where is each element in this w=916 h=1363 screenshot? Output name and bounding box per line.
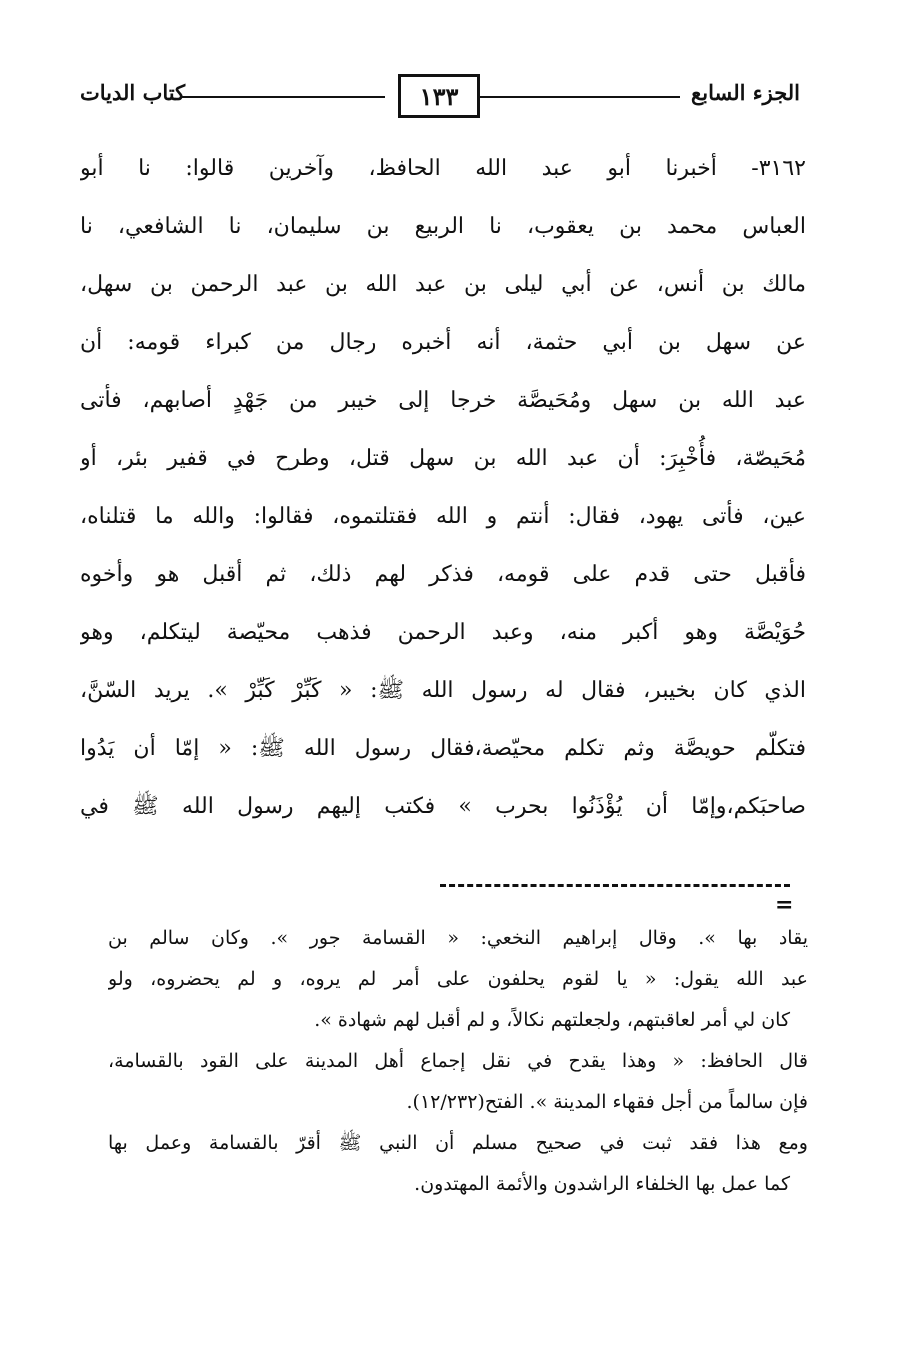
part-label: الجزء السابع <box>691 80 800 105</box>
main-line: ٣١٦٢- أخبرنا أبو عبد الله الحافظ، وآخرين قالوا: نا أبو <box>80 156 806 181</box>
main-line: فتكلّم حويصَّة وثم تكلم محيّصة،فقال رسول الله ﷺ: « إمّا أن يَدُوا <box>80 736 806 761</box>
page-header <box>80 72 800 128</box>
footnote-line: فإن سالماً من أجل فقهاء المدينة ». الفتح(١٢/٢٣٢). <box>406 1091 808 1113</box>
footnote-line: ومع هذا فقد ثبت في صحيح مسلم أن النبي ﷺ أقرّ بالقسامة وعمل بها <box>108 1132 808 1154</box>
footnotes <box>108 918 808 1205</box>
main-line: مالك بن أنس، عن أبي ليلى بن عبد الله بن عبد الرحمن بن سهل، <box>80 272 806 297</box>
main-line: عن سهل بن أبي حثمة، أنه أخبره رجال من كبراء قومه: أن <box>80 330 806 355</box>
book-title: كتاب الديات <box>80 80 186 105</box>
separator-mark: = <box>775 892 794 918</box>
footnote-line: عبد الله يقول: « يا لقوم يحلفون على أمر لم يروه، و لم يحضروه، ولو <box>108 968 808 990</box>
footnote-line: يقاد بها ». وقال إبراهيم النخعي: « القسامة جور ». وكان سالم بن <box>108 927 808 949</box>
footnote-separator <box>440 884 790 887</box>
footnote-line: قال الحافظ: « وهذا يقدح في نقل إجماع أهل المدينة على القود بالقسامة، <box>108 1050 808 1072</box>
main-line: عين، فأتى يهود، فقال: أنتم و الله فقتلتموه، فقالوا: والله ما قتلناه، <box>80 504 806 529</box>
page-number-box <box>398 74 480 118</box>
main-line: فأقبل حتى قدم على قومه، فذكر لهم ذلك، ثم أقبل هو وأخوه <box>80 562 806 587</box>
header-rule-right <box>480 96 680 98</box>
main-line: صاحبَكم،وإمّا أن يُؤْذَنُوا بحرب » فكتب إليهم رسول الله ﷺ في <box>80 794 806 819</box>
main-line: عبد الله بن سهل ومُحَيصَّة خرجا إلى خيبر من جَهْدٍ أصابهم، فأتى <box>80 388 806 413</box>
footnote-line: كان لي أمر لعاقبتهم، ولجعلتهم نكالاً، و لم أقبل لهم شهادة ». <box>314 1009 790 1031</box>
header-rule-left <box>180 96 385 98</box>
main-line: مُحَيصّة، فأُخْبِرَ: أن عبد الله بن سهل قتل، وطرح في قفير بئر، أو <box>80 446 806 471</box>
main-line: حُوَيْصَّة وهو أكبر منه، وعبد الرحمن فذهب محيّصة ليتكلم، وهو <box>80 620 806 645</box>
footnote-line: كما عمل بها الخلفاء الراشدون والأئمة المهتدون. <box>414 1173 790 1195</box>
main-line: العباس محمد بن يعقوب، نا الربيع بن سليمان، نا الشافعي، نا <box>80 214 806 239</box>
page-number: ١٣٣ <box>419 81 459 111</box>
main-text <box>80 140 806 836</box>
main-line: الذي كان بخيبر، فقال له رسول الله ﷺ: « كَبِّرْ كَبِّرْ ». يريد السّنَّ، <box>80 678 806 703</box>
